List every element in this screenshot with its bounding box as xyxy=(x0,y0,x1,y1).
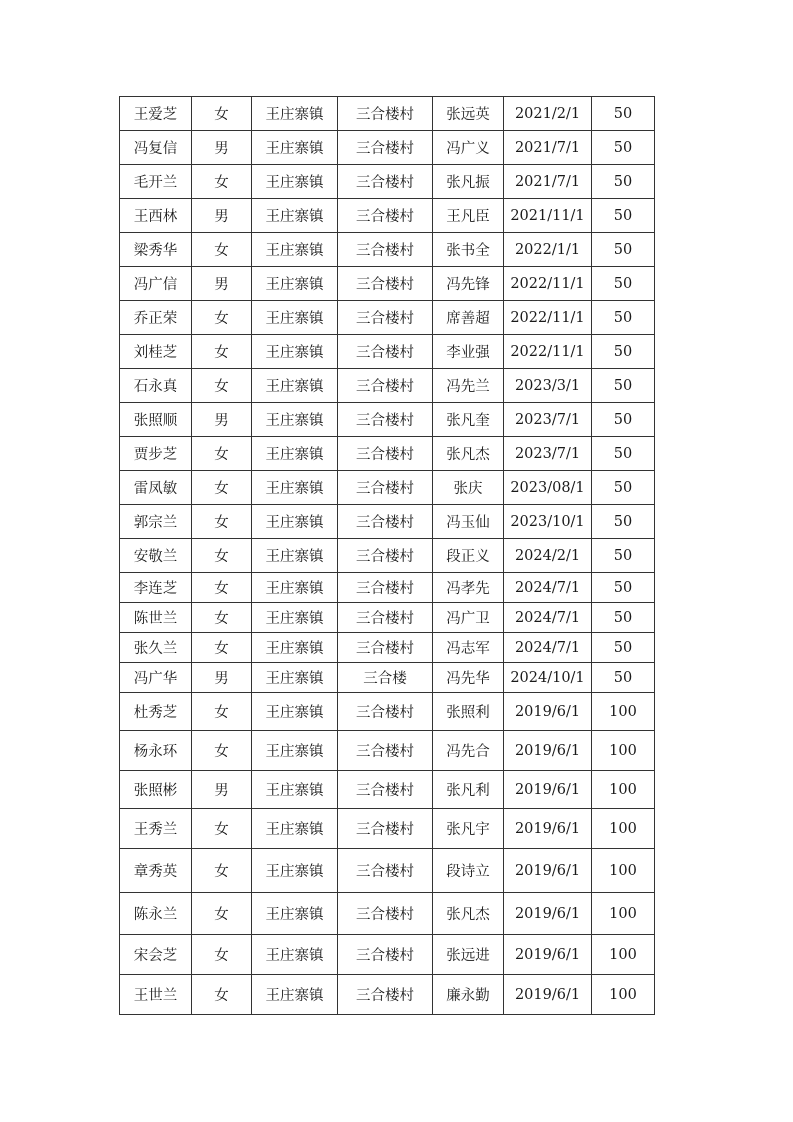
town-cell: 王庄寨镇 xyxy=(252,97,338,131)
date-cell: 2023/08/1 xyxy=(504,471,592,505)
town-cell: 王庄寨镇 xyxy=(252,403,338,437)
amount-cell: 50 xyxy=(592,471,655,505)
village-cell: 三合楼村 xyxy=(338,199,433,233)
date-cell: 2021/7/1 xyxy=(504,165,592,199)
table-row xyxy=(120,403,655,437)
date-cell: 2024/7/1 xyxy=(504,633,592,663)
town-cell: 王庄寨镇 xyxy=(252,131,338,165)
gender-cell: 女 xyxy=(192,975,252,1015)
name-cell: 刘桂芝 xyxy=(120,335,192,369)
guardian-cell: 冯先合 xyxy=(433,731,504,771)
amount-cell: 100 xyxy=(592,849,655,893)
guardian-cell: 段诗立 xyxy=(433,849,504,893)
guardian-cell: 张凡宇 xyxy=(433,809,504,849)
date-cell: 2024/7/1 xyxy=(504,603,592,633)
guardian-cell: 张书全 xyxy=(433,233,504,267)
date-cell: 2021/2/1 xyxy=(504,97,592,131)
amount-cell: 100 xyxy=(592,935,655,975)
village-cell: 三合楼村 xyxy=(338,505,433,539)
name-cell: 王秀兰 xyxy=(120,809,192,849)
date-cell: 2022/11/1 xyxy=(504,267,592,301)
amount-cell: 50 xyxy=(592,403,655,437)
village-cell: 三合楼村 xyxy=(338,893,433,935)
name-cell: 陈永兰 xyxy=(120,893,192,935)
table-row xyxy=(120,975,655,1015)
amount-cell: 50 xyxy=(592,369,655,403)
amount-cell: 50 xyxy=(592,97,655,131)
amount-cell: 100 xyxy=(592,771,655,809)
date-cell: 2019/6/1 xyxy=(504,731,592,771)
date-cell: 2021/7/1 xyxy=(504,131,592,165)
amount-cell: 50 xyxy=(592,437,655,471)
guardian-cell: 张凡振 xyxy=(433,165,504,199)
date-cell: 2023/10/1 xyxy=(504,505,592,539)
guardian-cell: 冯玉仙 xyxy=(433,505,504,539)
name-cell: 乔正荣 xyxy=(120,301,192,335)
village-cell: 三合楼村 xyxy=(338,233,433,267)
table-row xyxy=(120,437,655,471)
date-cell: 2019/6/1 xyxy=(504,935,592,975)
table-row xyxy=(120,663,655,693)
name-cell: 王世兰 xyxy=(120,975,192,1015)
guardian-cell: 冯先锋 xyxy=(433,267,504,301)
town-cell: 王庄寨镇 xyxy=(252,267,338,301)
date-cell: 2021/11/1 xyxy=(504,199,592,233)
gender-cell: 女 xyxy=(192,893,252,935)
village-cell: 三合楼村 xyxy=(338,935,433,975)
amount-cell: 50 xyxy=(592,335,655,369)
guardian-cell: 李业强 xyxy=(433,335,504,369)
gender-cell: 男 xyxy=(192,199,252,233)
table-row xyxy=(120,199,655,233)
gender-cell: 女 xyxy=(192,809,252,849)
town-cell: 王庄寨镇 xyxy=(252,633,338,663)
guardian-cell: 冯广卫 xyxy=(433,603,504,633)
village-cell: 三合楼村 xyxy=(338,267,433,301)
date-cell: 2019/6/1 xyxy=(504,975,592,1015)
gender-cell: 男 xyxy=(192,663,252,693)
date-cell: 2019/6/1 xyxy=(504,771,592,809)
village-cell: 三合楼村 xyxy=(338,131,433,165)
village-cell: 三合楼村 xyxy=(338,693,433,731)
gender-cell: 男 xyxy=(192,267,252,301)
guardian-cell: 冯志军 xyxy=(433,633,504,663)
village-cell: 三合楼 xyxy=(338,663,433,693)
amount-cell: 50 xyxy=(592,165,655,199)
date-cell: 2022/11/1 xyxy=(504,335,592,369)
name-cell: 冯广信 xyxy=(120,267,192,301)
gender-cell: 女 xyxy=(192,335,252,369)
town-cell: 王庄寨镇 xyxy=(252,437,338,471)
gender-cell: 女 xyxy=(192,233,252,267)
village-cell: 三合楼村 xyxy=(338,633,433,663)
amount-cell: 50 xyxy=(592,539,655,573)
name-cell: 梁秀华 xyxy=(120,233,192,267)
town-cell: 王庄寨镇 xyxy=(252,975,338,1015)
guardian-cell: 段正义 xyxy=(433,539,504,573)
town-cell: 王庄寨镇 xyxy=(252,893,338,935)
date-cell: 2019/6/1 xyxy=(504,849,592,893)
village-cell: 三合楼村 xyxy=(338,97,433,131)
gender-cell: 男 xyxy=(192,131,252,165)
gender-cell: 女 xyxy=(192,437,252,471)
gender-cell: 女 xyxy=(192,97,252,131)
town-cell: 王庄寨镇 xyxy=(252,731,338,771)
table-row xyxy=(120,573,655,603)
town-cell: 王庄寨镇 xyxy=(252,849,338,893)
town-cell: 王庄寨镇 xyxy=(252,301,338,335)
guardian-cell: 张庆 xyxy=(433,471,504,505)
name-cell: 贾步芝 xyxy=(120,437,192,471)
gender-cell: 女 xyxy=(192,471,252,505)
name-cell: 雷凤敏 xyxy=(120,471,192,505)
town-cell: 王庄寨镇 xyxy=(252,573,338,603)
village-cell: 三合楼村 xyxy=(338,573,433,603)
table-row xyxy=(120,335,655,369)
guardian-cell: 张凡利 xyxy=(433,771,504,809)
village-cell: 三合楼村 xyxy=(338,539,433,573)
table-row xyxy=(120,97,655,131)
table-row xyxy=(120,539,655,573)
table-row xyxy=(120,603,655,633)
town-cell: 王庄寨镇 xyxy=(252,539,338,573)
village-cell: 三合楼村 xyxy=(338,403,433,437)
amount-cell: 100 xyxy=(592,893,655,935)
gender-cell: 男 xyxy=(192,771,252,809)
village-cell: 三合楼村 xyxy=(338,975,433,1015)
village-cell: 三合楼村 xyxy=(338,849,433,893)
guardian-cell: 冯先华 xyxy=(433,663,504,693)
table-row xyxy=(120,849,655,893)
town-cell: 王庄寨镇 xyxy=(252,603,338,633)
village-cell: 三合楼村 xyxy=(338,471,433,505)
village-cell: 三合楼村 xyxy=(338,437,433,471)
village-cell: 三合楼村 xyxy=(338,369,433,403)
guardian-cell: 张凡奎 xyxy=(433,403,504,437)
name-cell: 王西林 xyxy=(120,199,192,233)
gender-cell: 女 xyxy=(192,539,252,573)
village-cell: 三合楼村 xyxy=(338,165,433,199)
table-row xyxy=(120,935,655,975)
guardian-cell: 张照利 xyxy=(433,693,504,731)
date-cell: 2024/7/1 xyxy=(504,573,592,603)
table-row xyxy=(120,893,655,935)
town-cell: 王庄寨镇 xyxy=(252,199,338,233)
amount-cell: 100 xyxy=(592,731,655,771)
guardian-cell: 冯先兰 xyxy=(433,369,504,403)
table-row xyxy=(120,267,655,301)
amount-cell: 50 xyxy=(592,633,655,663)
roster-body xyxy=(120,97,655,1015)
guardian-cell: 张凡杰 xyxy=(433,893,504,935)
name-cell: 张久兰 xyxy=(120,633,192,663)
name-cell: 冯复信 xyxy=(120,131,192,165)
gender-cell: 女 xyxy=(192,935,252,975)
town-cell: 王庄寨镇 xyxy=(252,935,338,975)
date-cell: 2023/7/1 xyxy=(504,403,592,437)
name-cell: 王爱芝 xyxy=(120,97,192,131)
town-cell: 王庄寨镇 xyxy=(252,809,338,849)
amount-cell: 50 xyxy=(592,573,655,603)
gender-cell: 女 xyxy=(192,849,252,893)
amount-cell: 100 xyxy=(592,975,655,1015)
amount-cell: 50 xyxy=(592,233,655,267)
amount-cell: 50 xyxy=(592,603,655,633)
amount-cell: 50 xyxy=(592,505,655,539)
date-cell: 2019/6/1 xyxy=(504,893,592,935)
table-row xyxy=(120,471,655,505)
town-cell: 王庄寨镇 xyxy=(252,335,338,369)
gender-cell: 女 xyxy=(192,505,252,539)
village-cell: 三合楼村 xyxy=(338,731,433,771)
guardian-cell: 冯广义 xyxy=(433,131,504,165)
village-cell: 三合楼村 xyxy=(338,603,433,633)
village-cell: 三合楼村 xyxy=(338,771,433,809)
name-cell: 郭宗兰 xyxy=(120,505,192,539)
amount-cell: 50 xyxy=(592,301,655,335)
name-cell: 陈世兰 xyxy=(120,603,192,633)
amount-cell: 50 xyxy=(592,267,655,301)
town-cell: 王庄寨镇 xyxy=(252,771,338,809)
table-row xyxy=(120,693,655,731)
gender-cell: 男 xyxy=(192,403,252,437)
guardian-cell: 席善超 xyxy=(433,301,504,335)
town-cell: 王庄寨镇 xyxy=(252,369,338,403)
town-cell: 王庄寨镇 xyxy=(252,471,338,505)
name-cell: 章秀英 xyxy=(120,849,192,893)
name-cell: 张照顺 xyxy=(120,403,192,437)
table-row xyxy=(120,131,655,165)
guardian-cell: 廉永勤 xyxy=(433,975,504,1015)
town-cell: 王庄寨镇 xyxy=(252,663,338,693)
gender-cell: 女 xyxy=(192,573,252,603)
table-row xyxy=(120,369,655,403)
town-cell: 王庄寨镇 xyxy=(252,505,338,539)
name-cell: 冯广华 xyxy=(120,663,192,693)
date-cell: 2019/6/1 xyxy=(504,693,592,731)
name-cell: 石永真 xyxy=(120,369,192,403)
roster-table xyxy=(119,96,655,1015)
guardian-cell: 王凡臣 xyxy=(433,199,504,233)
date-cell: 2024/2/1 xyxy=(504,539,592,573)
gender-cell: 女 xyxy=(192,693,252,731)
name-cell: 宋会芝 xyxy=(120,935,192,975)
gender-cell: 女 xyxy=(192,165,252,199)
village-cell: 三合楼村 xyxy=(338,809,433,849)
name-cell: 安敬兰 xyxy=(120,539,192,573)
town-cell: 王庄寨镇 xyxy=(252,693,338,731)
village-cell: 三合楼村 xyxy=(338,335,433,369)
guardian-cell: 张远进 xyxy=(433,935,504,975)
name-cell: 李连芝 xyxy=(120,573,192,603)
date-cell: 2019/6/1 xyxy=(504,809,592,849)
table-row xyxy=(120,771,655,809)
amount-cell: 100 xyxy=(592,809,655,849)
date-cell: 2023/7/1 xyxy=(504,437,592,471)
table-row xyxy=(120,633,655,663)
table-row xyxy=(120,165,655,199)
amount-cell: 50 xyxy=(592,199,655,233)
guardian-cell: 张凡杰 xyxy=(433,437,504,471)
amount-cell: 100 xyxy=(592,693,655,731)
table-row xyxy=(120,809,655,849)
name-cell: 杨永环 xyxy=(120,731,192,771)
table-row xyxy=(120,301,655,335)
date-cell: 2022/11/1 xyxy=(504,301,592,335)
village-cell: 三合楼村 xyxy=(338,301,433,335)
town-cell: 王庄寨镇 xyxy=(252,233,338,267)
table-row xyxy=(120,233,655,267)
guardian-cell: 张远英 xyxy=(433,97,504,131)
date-cell: 2022/1/1 xyxy=(504,233,592,267)
name-cell: 杜秀芝 xyxy=(120,693,192,731)
name-cell: 毛开兰 xyxy=(120,165,192,199)
name-cell: 张照彬 xyxy=(120,771,192,809)
date-cell: 2024/10/1 xyxy=(504,663,592,693)
table-row xyxy=(120,505,655,539)
gender-cell: 女 xyxy=(192,301,252,335)
gender-cell: 女 xyxy=(192,369,252,403)
town-cell: 王庄寨镇 xyxy=(252,165,338,199)
gender-cell: 女 xyxy=(192,731,252,771)
amount-cell: 50 xyxy=(592,131,655,165)
amount-cell: 50 xyxy=(592,663,655,693)
gender-cell: 女 xyxy=(192,603,252,633)
gender-cell: 女 xyxy=(192,633,252,663)
date-cell: 2023/3/1 xyxy=(504,369,592,403)
table-row xyxy=(120,731,655,771)
guardian-cell: 冯孝先 xyxy=(433,573,504,603)
